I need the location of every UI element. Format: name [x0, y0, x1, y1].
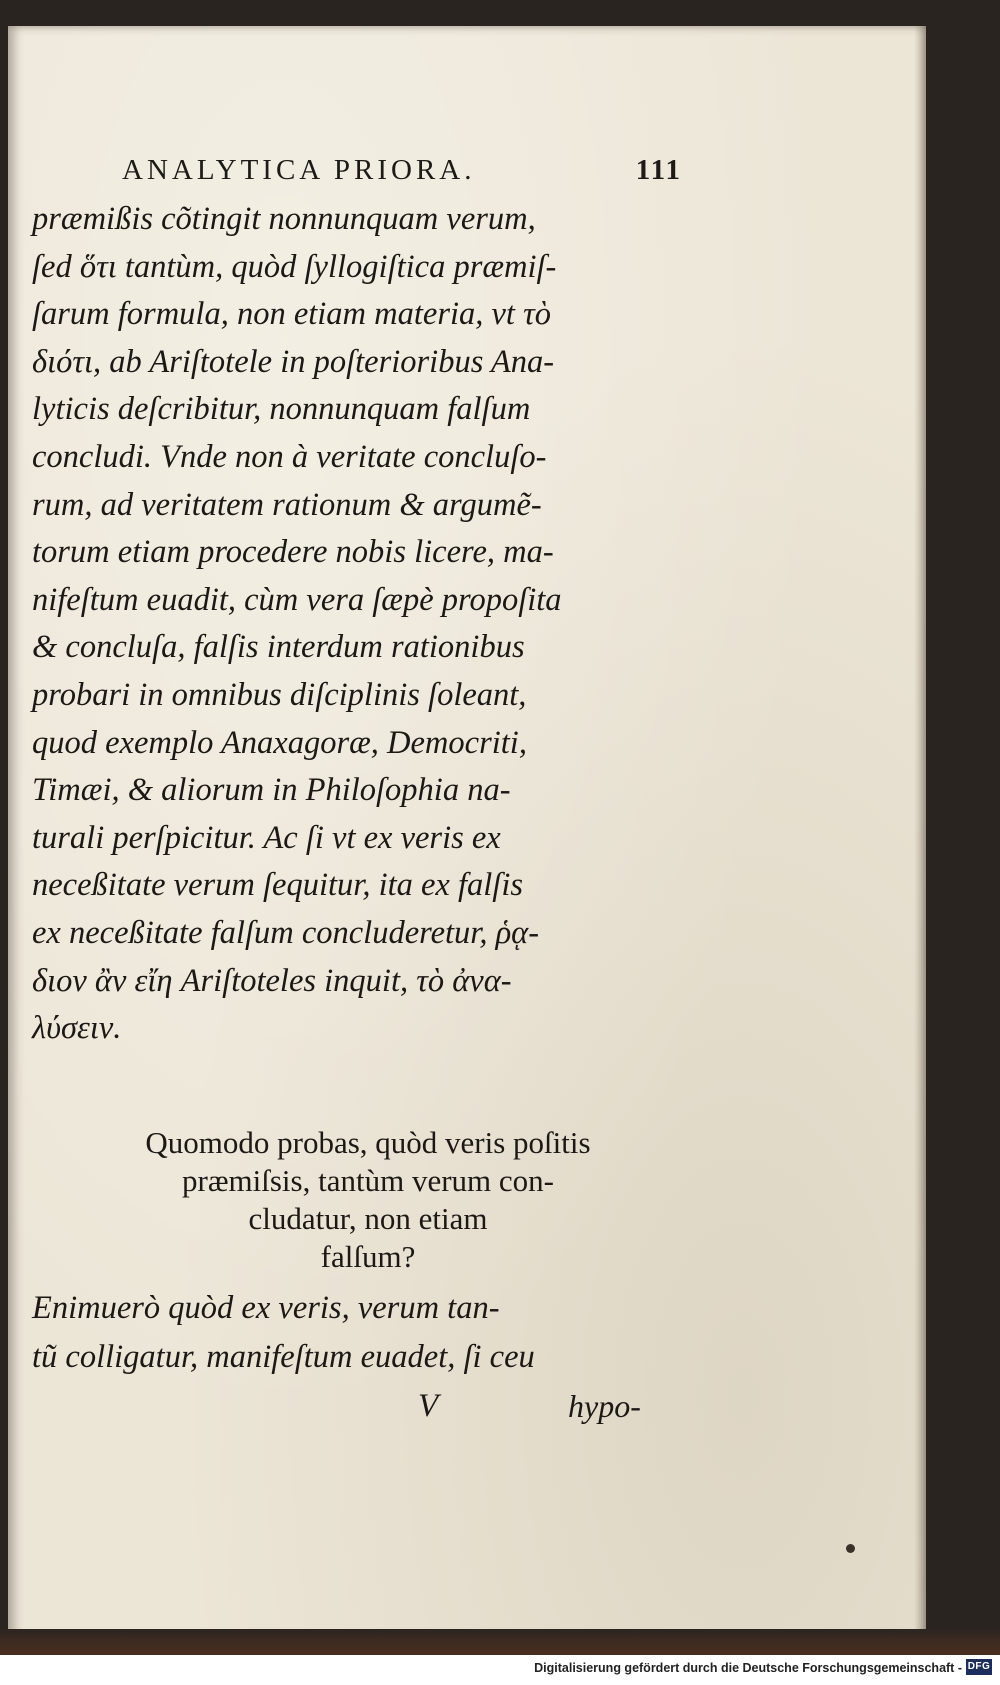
dfg-logo: DFG — [966, 1659, 992, 1675]
text-line: Timæi, & aliorum in Philoſophia na- — [32, 772, 511, 809]
text-line: quod exemplo Anaxagoræ, Democriti, — [32, 724, 527, 761]
text-line: probari in omnibus diſciplinis ſoleant, — [32, 676, 527, 713]
text-line: concludi. Vnde non à veritate concluſo- — [32, 438, 547, 475]
text-line: ſed ὅτι tantùm, quòd ſyllogiſtica præmiſ- — [32, 248, 557, 285]
heading-line: cludatur, non etiam — [248, 1201, 488, 1236]
text-line: ex neceßitate falſum concluderetur, ῥᾳ- — [32, 914, 540, 951]
page-edge-shadow — [914, 26, 926, 1638]
running-head — [122, 154, 682, 194]
ink-speck — [846, 1544, 855, 1553]
catchword: hypo- — [568, 1388, 641, 1424]
page-number: 111 — [635, 154, 682, 186]
text-line: turali perſpicitur. Ac ſi vt ex veris ex — [32, 819, 501, 856]
text-line: λύσειν. — [32, 1010, 122, 1047]
question-heading — [48, 1124, 688, 1276]
text-line: Enimuerò quòd ex veris, verum tan- — [32, 1290, 500, 1326]
text-line: tũ colligatur, manifeſtum euadet, ſi ceu — [32, 1339, 535, 1375]
text-line: neceßitate verum ſequitur, ita ex falſis — [32, 867, 523, 904]
text-line: nifeſtum euadit, cùm vera ſæpè propoſita — [32, 581, 562, 618]
heading-line: præmiſsis, tantùm verum con- — [182, 1163, 554, 1198]
text-line: & concluſa, falſis interdum rationibus — [32, 629, 525, 666]
scan-bottom-edge — [0, 1629, 1000, 1655]
heading-line: Quomodo probas, quòd veris poſitis — [145, 1125, 591, 1160]
funding-credit: Digitalisierung gefördert durch die Deutsche Forschungsgemeinschaft - — [534, 1661, 962, 1675]
body-text-block — [32, 196, 682, 1053]
running-title: ANALYTICA PRIORA. — [122, 154, 476, 186]
text-line: ſarum formula, non etiam materia, vt τὸ — [32, 296, 551, 333]
text-line: præmißis cõtingit nonnunquam verum, — [32, 201, 536, 237]
text-line: rum, ad veritatem rationum & argumẽ- — [32, 486, 542, 523]
answer-text-block — [32, 1284, 682, 1382]
text-line: διον ἂν εἴη Ariſtoteles inquit, τὸ ἀνα- — [32, 962, 512, 999]
footer-bar — [0, 1655, 1000, 1685]
book-page — [8, 26, 926, 1638]
text-line: διότι, ab Ariſtotele in poſterioribus Ana- — [32, 343, 555, 380]
heading-line: falſum? — [320, 1239, 416, 1274]
text-line: torum etiam procedere nobis licere, ma- — [32, 534, 554, 571]
signature-mark: V — [418, 1388, 439, 1424]
text-line: lyticis deſcribitur, nonnunquam falſum — [32, 391, 531, 428]
